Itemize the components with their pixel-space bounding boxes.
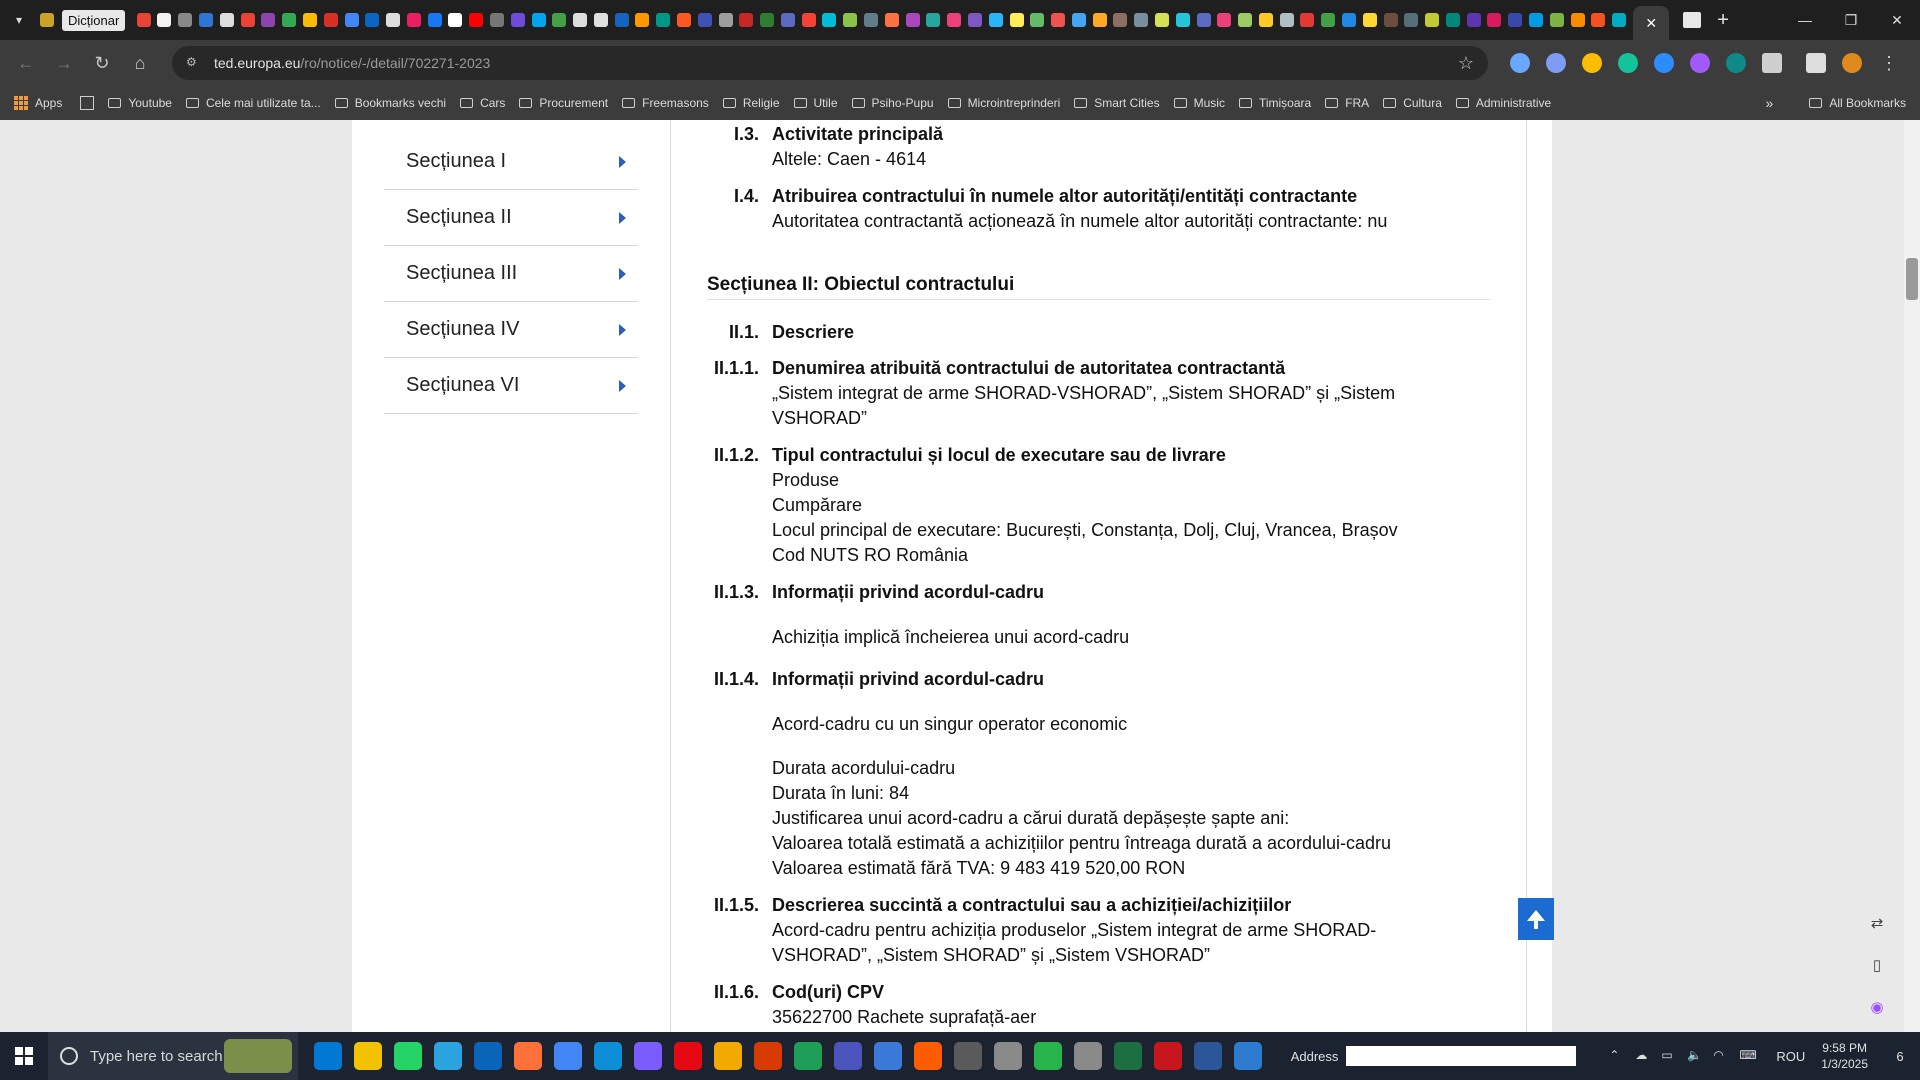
- pinned-tab-icon[interactable]: [157, 13, 171, 27]
- pinned-tab-icon[interactable]: [1571, 13, 1585, 27]
- bookmark-folders: [94, 96, 1551, 110]
- taskbar-app-icon[interactable]: [554, 1042, 582, 1070]
- arrow-up-stem: [1534, 915, 1538, 929]
- active-tab-close-button[interactable]: ✕: [1633, 6, 1669, 40]
- pinned-tab-icon[interactable]: [968, 13, 982, 27]
- section-text: Durata acordului-cadru: [772, 758, 956, 778]
- keyboard-icon[interactable]: ⌨: [1739, 1048, 1757, 1062]
- apps-grid-icon: [14, 96, 28, 110]
- section-number: II.1.4.: [713, 669, 759, 689]
- pinned-tab-icon[interactable]: [407, 13, 421, 27]
- pinned-tab-icon[interactable]: [552, 13, 566, 27]
- section-text: Durata în luni: 84: [772, 783, 910, 803]
- pinned-tab-icon[interactable]: [428, 13, 442, 27]
- pinned-tab-icon[interactable]: [1093, 13, 1107, 27]
- pinned-tab-icon[interactable]: [1425, 13, 1439, 27]
- pinned-tab-icon[interactable]: [739, 13, 753, 27]
- bookmark-folder[interactable]: [108, 96, 172, 110]
- pinned-tab-icon[interactable]: [1010, 13, 1024, 27]
- start-button[interactable]: [0, 1032, 48, 1080]
- section-title: Tipul contractului și locul de executare sau de livrare: [772, 445, 1226, 465]
- web-page: [0, 120, 1920, 1032]
- bookmark-label: Religie: [742, 96, 780, 110]
- taskbar-app-icon[interactable]: [874, 1042, 902, 1070]
- bookmark-label: Microintreprinderi: [967, 96, 1061, 110]
- caret-right-icon: [619, 156, 626, 168]
- pinned-tab-icon[interactable]: [1487, 13, 1501, 27]
- sidenav-item[interactable]: [384, 246, 638, 302]
- caret-right-icon: [619, 380, 626, 392]
- pinned-tab-icon[interactable]: [532, 13, 546, 27]
- pinned-tab-icon[interactable]: [1467, 13, 1481, 27]
- caret-right-icon: [619, 324, 626, 336]
- pinned-tab-icon[interactable]: [1612, 13, 1626, 27]
- notification-count: 6: [1896, 1048, 1904, 1064]
- section-navigation: [384, 134, 638, 414]
- bookmark-folder[interactable]: [1239, 96, 1311, 110]
- pinned-tab-icon[interactable]: [303, 13, 317, 27]
- sidenav-label: Secțiunea II: [406, 206, 512, 228]
- pinned-tab-icon[interactable]: [511, 13, 525, 27]
- pinned-tab-icon[interactable]: [40, 13, 54, 27]
- pinned-tab-icon[interactable]: [1446, 13, 1460, 27]
- pinned-tab-icon[interactable]: [760, 13, 774, 27]
- taskbar-app-icon[interactable]: [594, 1042, 622, 1070]
- zoom-icon[interactable]: [1654, 53, 1674, 73]
- bookmark-folder[interactable]: [460, 96, 505, 110]
- bookmark-label: Apps: [35, 96, 63, 110]
- home-button[interactable]: ⌂: [134, 52, 146, 73]
- folder-icon: [622, 98, 635, 108]
- taskbar-app-icon[interactable]: [394, 1042, 422, 1070]
- pinned-tab-icon[interactable]: [220, 13, 234, 27]
- forward-button[interactable]: →: [55, 52, 73, 73]
- taskbar-app-icon[interactable]: [1154, 1042, 1182, 1070]
- pinned-tab-icon[interactable]: [1217, 13, 1231, 27]
- section-text: VSHORAD”: [772, 408, 868, 428]
- pinned-tab-icon[interactable]: [469, 13, 483, 27]
- bookmark-label: Cele mai utilizate ta...: [205, 96, 321, 110]
- folder-icon: [723, 98, 736, 108]
- scrollbar-thumb[interactable]: [1906, 258, 1918, 300]
- pinned-tab-icon[interactable]: [365, 13, 379, 27]
- sidenav-label: Secțiunea III: [406, 262, 518, 284]
- pinned-tab-icon[interactable]: [1529, 13, 1543, 27]
- folder-icon: [948, 98, 961, 108]
- folder-icon: [186, 98, 199, 108]
- pinned-tab-icon[interactable]: [864, 13, 878, 27]
- section-text: Acord-cadru pentru achiziția produselor „Sistem integrat de arme SHORAD-: [772, 920, 1377, 940]
- pinned-tab-icon[interactable]: [1280, 13, 1294, 27]
- taskbar-app-icon[interactable]: [474, 1042, 502, 1070]
- bookmark-label: Youtube: [128, 96, 172, 110]
- tab-strip: [0, 0, 1920, 40]
- bookmark-label: Freemasons: [642, 96, 709, 110]
- taskbar-app-icon[interactable]: [1234, 1042, 1262, 1070]
- bookmark-folder[interactable]: [622, 96, 709, 110]
- pinned-tab-icon[interactable]: [1384, 13, 1398, 27]
- taskbar-app-icon[interactable]: [1034, 1042, 1062, 1070]
- taskbar-app-icon[interactable]: [314, 1042, 342, 1070]
- taskbar-app-icon[interactable]: [1074, 1042, 1102, 1070]
- section-heading: Secțiunea II: Obiectul contractului: [707, 274, 1490, 300]
- bookmark-label: Bookmarks vechi: [354, 96, 447, 110]
- reload-button[interactable]: ↻: [94, 52, 110, 73]
- section-text: Cod NUTS RO România: [772, 545, 969, 565]
- taskbar-app-icon[interactable]: [434, 1042, 462, 1070]
- folder-icon: [1383, 98, 1396, 108]
- bookmark-label: Psiho-Pupu: [871, 96, 934, 110]
- pinned-tab-icon[interactable]: [1591, 13, 1605, 27]
- address-toolbar-input[interactable]: [1346, 1046, 1576, 1066]
- bookmarks-bar: [0, 86, 1920, 120]
- section-text: Achiziția implică încheierea unui acord-cadru: [772, 627, 1130, 647]
- browser-menu-icon[interactable]: ⋮: [1880, 52, 1898, 73]
- cloud-icon[interactable]: ☁: [1635, 1048, 1648, 1062]
- pinned-tab-icon[interactable]: [282, 13, 296, 27]
- pinned-tab-icon[interactable]: [1134, 13, 1148, 27]
- tab-groups-icon[interactable]: [80, 96, 94, 110]
- bookmark-folder[interactable]: [723, 96, 780, 110]
- section-number: II.1.5.: [713, 895, 759, 915]
- bookmark-folder[interactable]: [1325, 96, 1369, 110]
- taskbar-app-icon[interactable]: [1194, 1042, 1222, 1070]
- section-title: Descrierea succintă a contractului sau a achiziției/achizițiilor: [772, 895, 1292, 915]
- pinned-tab-icon[interactable]: [178, 13, 192, 27]
- pinned-tab-icon[interactable]: [1550, 13, 1564, 27]
- url-text: [214, 55, 490, 71]
- bookmark-folder[interactable]: [1174, 96, 1225, 110]
- pinned-tab-icon[interactable]: [1259, 13, 1273, 27]
- taskbar-app-icon[interactable]: [1114, 1042, 1142, 1070]
- taskbar-app-icon[interactable]: [954, 1042, 982, 1070]
- pinned-tab-icon[interactable]: [926, 13, 940, 27]
- restore-button[interactable]: ❐: [1844, 11, 1858, 28]
- pinned-tab-icon[interactable]: [573, 13, 587, 27]
- language-indicator[interactable]: ROU: [1776, 1048, 1806, 1064]
- section-number: II.1.6.: [713, 982, 759, 1002]
- pinned-tab-icon[interactable]: [719, 13, 733, 27]
- taskbar-app-icon[interactable]: [354, 1042, 382, 1070]
- folder-icon: [519, 98, 532, 108]
- section-text: „Sistem integrat de arme SHORAD-VSHORAD”, „Sistem SHORAD” și „Sistem: [772, 383, 1396, 403]
- pinned-tab-icon[interactable]: [1508, 13, 1522, 27]
- sidenav-item[interactable]: [384, 302, 638, 358]
- bookmark-label: Utile: [813, 96, 838, 110]
- section-number: I.4.: [733, 186, 759, 206]
- section-title: Descriere: [772, 322, 855, 342]
- pinned-tab-icon[interactable]: [1363, 13, 1377, 27]
- pinned-tab-icon[interactable]: [677, 13, 691, 27]
- clock-date: 1/3/2025: [1821, 1057, 1868, 1071]
- tab-icon[interactable]: [1683, 12, 1701, 28]
- back-to-top-button[interactable]: [1518, 898, 1554, 940]
- section-text: Autoritatea contractantă acționează în numele altor autorități contractante: nu: [772, 211, 1388, 231]
- taskbar-app-icon[interactable]: [634, 1042, 662, 1070]
- caret-right-icon: [619, 212, 626, 224]
- folder-icon: [1456, 98, 1469, 108]
- bookmark-folder[interactable]: [852, 96, 934, 110]
- browser-toolbar: [0, 40, 1920, 86]
- bookmark-folder[interactable]: [1074, 96, 1159, 110]
- pinned-tab-icon[interactable]: [1238, 13, 1252, 27]
- caret-right-icon: [619, 268, 626, 280]
- folder-icon: [460, 98, 473, 108]
- bookmark-label: Cultura: [1403, 96, 1442, 110]
- extensions-area: [1502, 53, 1870, 73]
- section-text: Altele: Caen - 4614: [772, 149, 927, 169]
- bookmark-label: All Bookmarks: [1829, 96, 1906, 110]
- wifi-icon[interactable]: ◠: [1713, 1048, 1724, 1062]
- download-icon[interactable]: [1806, 53, 1826, 73]
- pinned-tab-icon[interactable]: [635, 13, 649, 27]
- pinned-tab-icon[interactable]: [1176, 13, 1190, 27]
- bookmark-label: Smart Cities: [1094, 96, 1160, 110]
- pinned-tab-icon[interactable]: [698, 13, 712, 27]
- pinned-tab-icon[interactable]: [1051, 13, 1065, 27]
- ai-assistant-icon[interactable]: ◉: [1870, 999, 1884, 1016]
- sidenav-item[interactable]: [384, 358, 638, 414]
- section-text: Acord-cadru cu un singur operator economic: [772, 714, 1128, 734]
- pinned-tab-icon[interactable]: [1197, 13, 1211, 27]
- pinned-tab-icon[interactable]: [947, 13, 961, 27]
- extensions-puzzle-icon[interactable]: [1762, 53, 1782, 73]
- pinned-tab-icon[interactable]: [802, 13, 816, 27]
- section-text: Locul principal de executare: București, Constanța, Dolj, Cluj, Vrancea, Brașov: [772, 520, 1398, 540]
- pinned-tab-icon[interactable]: [1113, 13, 1127, 27]
- address-toolbar-label: Address: [1290, 1048, 1339, 1064]
- battery-icon[interactable]: ▭: [1661, 1048, 1673, 1062]
- window-controls: [1782, 0, 1920, 40]
- bookmark-label: Procurement: [539, 96, 609, 110]
- pinned-tabs: [133, 0, 1633, 40]
- section-number: I.3.: [733, 124, 759, 144]
- folder-icon: [852, 98, 865, 108]
- taskbar-search[interactable]: [48, 1032, 298, 1080]
- folder-icon: [1809, 98, 1822, 108]
- pinned-tab-icon[interactable]: [615, 13, 629, 27]
- bookmark-folder[interactable]: [1383, 96, 1442, 110]
- bookmark-label: Music: [1193, 96, 1225, 110]
- pinned-tab-icon[interactable]: [137, 13, 151, 27]
- section-text: Cumpărare: [772, 495, 863, 515]
- extension-icon[interactable]: [1546, 53, 1566, 73]
- pinned-tab-icon[interactable]: [906, 13, 920, 27]
- windows-taskbar: [0, 1032, 1920, 1080]
- taskbar-app-icon[interactable]: [714, 1042, 742, 1070]
- pinned-tab-icon[interactable]: [261, 13, 275, 27]
- taskbar-app-icon[interactable]: [994, 1042, 1022, 1070]
- folder-icon: [1325, 98, 1338, 108]
- section-title: Cod(uri) CPV: [772, 982, 884, 1002]
- pinned-tab-icon[interactable]: [989, 13, 1003, 27]
- notification-center-button[interactable]: [1880, 1032, 1920, 1080]
- taskbar-app-icon[interactable]: [754, 1042, 782, 1070]
- url-host: ted.europa.eu: [214, 55, 301, 71]
- side-tools: [1866, 914, 1896, 1032]
- section-number: II.1.1.: [713, 358, 759, 378]
- bookmark-label: Timișoara: [1258, 96, 1312, 110]
- system-tray: [1291, 1032, 1920, 1080]
- translate-icon[interactable]: ⇄: [1870, 915, 1884, 932]
- extension-icon[interactable]: [1726, 53, 1746, 73]
- back-button[interactable]: ←: [17, 52, 35, 73]
- bookmark-label: Administrative: [1475, 96, 1552, 110]
- taskbar-app-icon[interactable]: [794, 1042, 822, 1070]
- bookmark-label: FRA: [1345, 96, 1370, 110]
- search-placeholder: Type here to search: [90, 1047, 223, 1065]
- new-tab-button[interactable]: +: [1717, 8, 1729, 31]
- section-text: Produse: [772, 470, 840, 490]
- section-title: Informații privind acordul-cadru: [772, 582, 1045, 602]
- section-title: Denumirea atribuită contractului de autoritatea contractantă: [772, 358, 1286, 378]
- section-title: Activitate principală: [772, 124, 944, 144]
- bookmark-label: Cars: [480, 96, 506, 110]
- page-scrollbar[interactable]: [1904, 120, 1920, 1032]
- bookmark-folder[interactable]: [186, 96, 321, 110]
- folder-icon: [1239, 98, 1252, 108]
- sidenav-item[interactable]: [384, 190, 638, 246]
- all-bookmarks[interactable]: [1809, 96, 1906, 110]
- pinned-tab-icon[interactable]: [1072, 13, 1086, 27]
- pinned-tab-icon[interactable]: [490, 13, 504, 27]
- more-bookmarks-icon[interactable]: »: [1765, 95, 1774, 111]
- clock-time: 9:58 PM: [1822, 1041, 1867, 1055]
- folder-icon: [1074, 98, 1087, 108]
- clock[interactable]: [1821, 1040, 1868, 1072]
- bookmark-folder[interactable]: [794, 96, 838, 110]
- section-text: Justificarea unui acord-cadru a cărui durată depășește șapte ani:: [772, 808, 1290, 828]
- section-text: Valoarea estimată fără TVA: 9 483 419 520,00 RON: [772, 858, 1186, 878]
- bookmark-star-icon[interactable]: ☆: [1457, 52, 1474, 73]
- folder-icon: [108, 98, 121, 108]
- grammarly-icon[interactable]: [1618, 53, 1638, 73]
- section-number: II.1.: [728, 322, 759, 342]
- pinned-tab-icon[interactable]: [843, 13, 857, 27]
- bookmark-folder[interactable]: [519, 96, 608, 110]
- site-info-icon[interactable]: ⚙: [186, 55, 197, 69]
- pinned-tab-icon[interactable]: [656, 13, 670, 27]
- pinned-tab-icon[interactable]: [1321, 13, 1335, 27]
- pinned-tab-icon[interactable]: [822, 13, 836, 27]
- close-window-button[interactable]: ✕: [1891, 11, 1903, 28]
- pinned-tab-icon[interactable]: [1155, 13, 1169, 27]
- taskbar-apps: [308, 1042, 1268, 1070]
- section-title: Informații privind acordul-cadru: [772, 669, 1045, 689]
- windows-logo-icon: [15, 1047, 33, 1065]
- pinned-tab-icon[interactable]: [1030, 13, 1044, 27]
- section-title: Atribuirea contractului în numele altor autorități/entități contractante: [772, 186, 1358, 206]
- tab-search-button[interactable]: ▾: [15, 13, 23, 27]
- sidenav-label: Secțiunea I: [406, 150, 507, 172]
- taskbar-app-icon[interactable]: [514, 1042, 542, 1070]
- tab-tooltip: Dicționar: [62, 10, 125, 31]
- pinned-tab-icon[interactable]: [386, 13, 400, 27]
- pinned-tab-icon[interactable]: [345, 13, 359, 27]
- taskbar-app-icon[interactable]: [674, 1042, 702, 1070]
- section-number: II.1.2.: [713, 445, 759, 465]
- section-text: VSHORAD”, „Sistem SHORAD” și „Sistem VSHORAD”: [772, 945, 1211, 965]
- bookmark-folder[interactable]: [948, 96, 1061, 110]
- bookmark-apps[interactable]: [14, 96, 62, 110]
- pinned-tab-icon[interactable]: [1342, 13, 1356, 27]
- pinned-tab-icon[interactable]: [781, 13, 795, 27]
- minimize-button[interactable]: —: [1798, 12, 1812, 28]
- bookmark-folder[interactable]: [335, 96, 446, 110]
- pinned-tab-icon[interactable]: [241, 13, 255, 27]
- search-highlight-image: [224, 1039, 292, 1073]
- pinned-tab-icon[interactable]: [594, 13, 608, 27]
- folder-icon: [1174, 98, 1187, 108]
- sidenav-label: Secțiunea IV: [406, 318, 520, 340]
- taskbar-app-icon[interactable]: [834, 1042, 862, 1070]
- section-text: 35622700 Rachete suprafață-aer: [772, 1007, 1037, 1027]
- bookmark-folder[interactable]: [1456, 96, 1551, 110]
- extension-icon[interactable]: [1690, 53, 1710, 73]
- sidenav-label: Secțiunea VI: [406, 374, 520, 396]
- pinned-tab-icon[interactable]: [1300, 13, 1314, 27]
- sidenav-item[interactable]: [384, 134, 638, 190]
- section-text: Valoarea totală estimată a achizițiilor pentru întreaga durată a acordului-cadru: [772, 833, 1392, 853]
- extension-icon[interactable]: [1510, 53, 1530, 73]
- pinned-tab-icon[interactable]: [885, 13, 899, 27]
- reading-mode-icon[interactable]: ▯: [1872, 957, 1882, 974]
- volume-icon[interactable]: 🔈: [1687, 1048, 1703, 1062]
- pinned-tab-icon[interactable]: [1404, 13, 1418, 27]
- drive-icon[interactable]: [1582, 53, 1602, 73]
- section-number: II.1.3.: [713, 582, 759, 602]
- pinned-tab-icon[interactable]: [324, 13, 338, 27]
- url-path: /ro/notice/-/detail/702271-2023: [300, 55, 491, 71]
- chevron-up-icon[interactable]: ⌃: [1609, 1048, 1620, 1062]
- folder-icon: [335, 98, 348, 108]
- address-bar[interactable]: [172, 46, 1488, 80]
- folder-icon: [794, 98, 807, 108]
- profile-avatar[interactable]: [1842, 53, 1862, 73]
- taskbar-app-icon[interactable]: [914, 1042, 942, 1070]
- pinned-tab-icon[interactable]: [199, 13, 213, 27]
- pinned-tab-icon[interactable]: [448, 13, 462, 27]
- search-icon: [60, 1047, 78, 1065]
